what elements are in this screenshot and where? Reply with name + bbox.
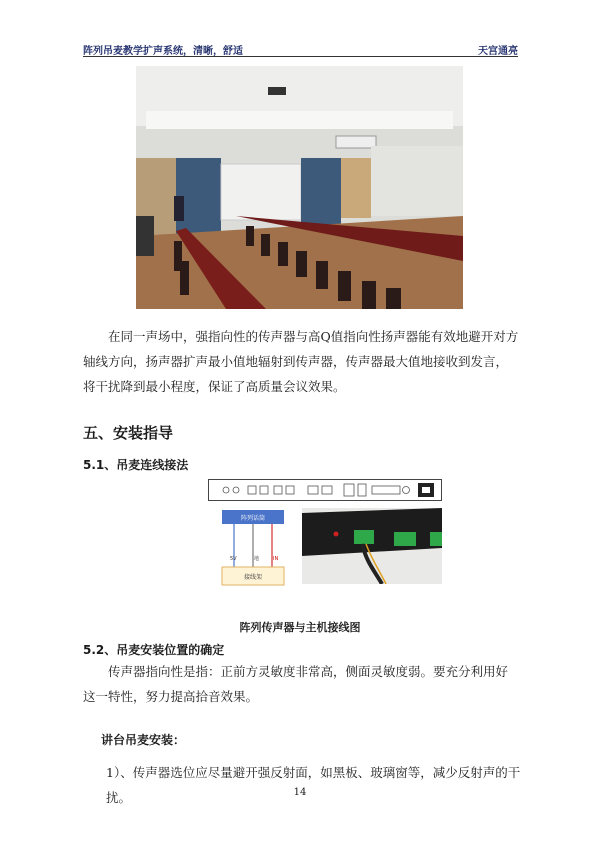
section-5-2-title: 5.2、吊麦安装位置的确定 [83, 643, 225, 657]
wire-label-ground: 地 [254, 556, 260, 562]
list-item-1: 1）、传声器选位应尽量避开强反射面，如黑板、玻璃窗等，减少反射声的干扰。 [106, 765, 521, 805]
header-title: 阵列吊麦教学扩声系统，清晰，舒适 [83, 46, 243, 57]
header-brand: 天宫通亮 [478, 46, 518, 57]
paragraph-directivity-definition: 传声器指向性是指：正前方灵敏度非常高，侧面灵敏度弱。要充分利用好这一特性，努力提高拾音效果。 [83, 664, 509, 704]
section-5-title: 五、安装指导 [83, 424, 174, 442]
connector-photo [302, 508, 442, 584]
page-header [83, 40, 518, 57]
wire-label-in: IN [273, 556, 279, 562]
section-5-1-title: 5.1、吊麦连线接法 [83, 458, 189, 472]
wiring-terminal-label: 接线架 [243, 574, 263, 581]
wiring-box-label: 阵列话筒 [240, 515, 266, 522]
lectern-mic-title: 讲台吊麦安装： [101, 733, 186, 747]
wire-label-5v: 5V [230, 556, 237, 562]
figure-caption: 阵列传声器与主机接线图 [239, 621, 361, 634]
host-rear-panel [208, 479, 442, 501]
conference-room-photo [136, 66, 463, 309]
wiring-schematic [220, 509, 292, 589]
page-number: 14 [293, 787, 307, 798]
paragraph-directivity: 在同一声场中，强指向性的传声器与高Q值指向性扬声器能有效地避开对方轴线方向，扬声器扩声最小值地辐射到传声器，传声器最大值地接收到发言，将干扰降到最小程度，保证了高质量会议效果。 [83, 329, 519, 394]
